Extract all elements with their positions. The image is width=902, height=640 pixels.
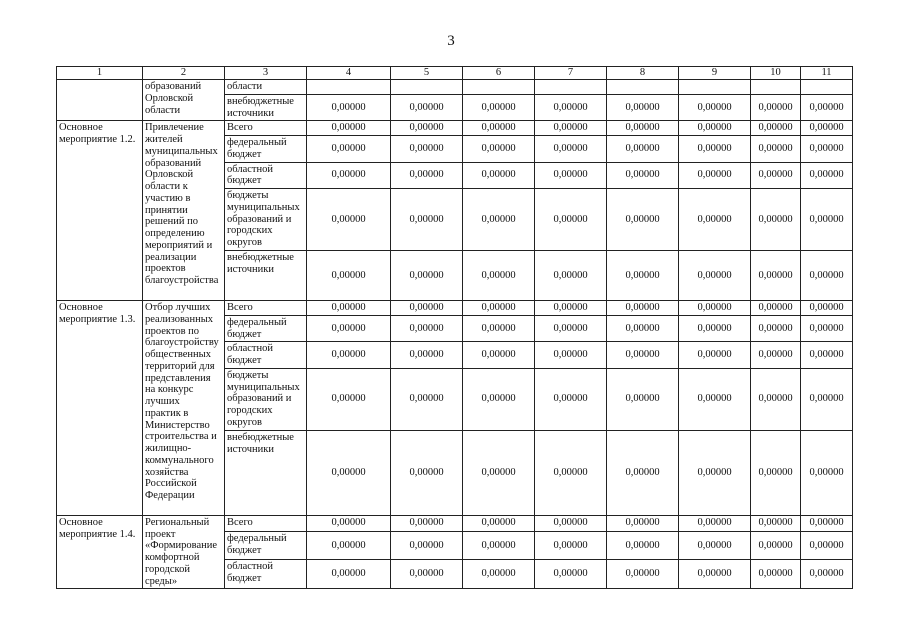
value-cell-col-9: 0,00000	[679, 342, 751, 369]
value-cell-col-10: 0,00000	[751, 121, 801, 136]
value-cell-col-10: 0,00000	[751, 136, 801, 163]
column-number-7: 7	[535, 67, 607, 80]
value-cell-col-6: 0,00000	[463, 368, 535, 430]
funding-source-cell: области	[225, 80, 307, 95]
value-cell-col-5: 0,00000	[391, 162, 463, 189]
value-cell-col-10: 0,00000	[751, 368, 801, 430]
value-cell-col-8: 0,00000	[607, 94, 679, 121]
value-cell-col-7: 0,00000	[535, 315, 607, 342]
funding-source-cell: областной бюджет	[225, 162, 307, 189]
value-cell-col-6: 0,00000	[463, 94, 535, 121]
value-cell-col-6: 0,00000	[463, 121, 535, 136]
funding-source-cell: Всего	[225, 121, 307, 136]
value-cell-col-5: 0,00000	[391, 515, 463, 531]
value-cell-col-6	[463, 80, 535, 95]
value-cell-col-9: 0,00000	[679, 430, 751, 515]
value-cell-col-8: 0,00000	[607, 136, 679, 163]
value-cell-col-4	[307, 80, 391, 95]
value-cell-col-7	[535, 80, 607, 95]
value-cell-col-5	[391, 80, 463, 95]
value-cell-col-4: 0,00000	[307, 315, 391, 342]
value-cell-col-5: 0,00000	[391, 136, 463, 163]
value-cell-col-4: 0,00000	[307, 94, 391, 121]
value-cell-col-11: 0,00000	[801, 189, 853, 251]
value-cell-col-8: 0,00000	[607, 121, 679, 136]
value-cell-col-8: 0,00000	[607, 342, 679, 369]
value-cell-col-5: 0,00000	[391, 531, 463, 560]
value-cell-col-8: 0,00000	[607, 515, 679, 531]
value-cell-col-8: 0,00000	[607, 251, 679, 301]
value-cell-col-10: 0,00000	[751, 315, 801, 342]
value-cell-col-4: 0,00000	[307, 515, 391, 531]
table-row	[57, 301, 853, 316]
funding-source-cell: Всего	[225, 515, 307, 531]
value-cell-col-11: 0,00000	[801, 251, 853, 301]
value-cell-col-8: 0,00000	[607, 189, 679, 251]
budget-table	[56, 66, 853, 589]
value-cell-col-8: 0,00000	[607, 162, 679, 189]
value-cell-col-11: 0,00000	[801, 136, 853, 163]
value-cell-col-10: 0,00000	[751, 189, 801, 251]
value-cell-col-5: 0,00000	[391, 94, 463, 121]
table-row	[57, 80, 853, 95]
value-cell-col-9: 0,00000	[679, 315, 751, 342]
value-cell-col-8: 0,00000	[607, 368, 679, 430]
funding-source-cell: федеральный бюджет	[225, 136, 307, 163]
funding-source-cell: федеральный бюджет	[225, 315, 307, 342]
funding-source-cell: внебюджетные источники	[225, 251, 307, 301]
value-cell-col-4: 0,00000	[307, 531, 391, 560]
value-cell-col-7: 0,00000	[535, 560, 607, 589]
column-number-6: 6	[463, 67, 535, 80]
column-number-8: 8	[607, 67, 679, 80]
value-cell-col-11: 0,00000	[801, 342, 853, 369]
value-cell-col-10: 0,00000	[751, 251, 801, 301]
column-number-2: 2	[143, 67, 225, 80]
event-description-cell: образований Орловской области	[143, 80, 225, 121]
funding-source-cell: областной бюджет	[225, 342, 307, 369]
value-cell-col-11: 0,00000	[801, 162, 853, 189]
funding-source-cell: областной бюджет	[225, 560, 307, 589]
table-row	[57, 515, 853, 531]
value-cell-col-6: 0,00000	[463, 136, 535, 163]
value-cell-col-4: 0,00000	[307, 251, 391, 301]
value-cell-col-6: 0,00000	[463, 560, 535, 589]
value-cell-col-4: 0,00000	[307, 560, 391, 589]
value-cell-col-10	[751, 80, 801, 95]
value-cell-col-5: 0,00000	[391, 251, 463, 301]
value-cell-col-5: 0,00000	[391, 189, 463, 251]
value-cell-col-10: 0,00000	[751, 560, 801, 589]
value-cell-col-5: 0,00000	[391, 368, 463, 430]
table-row	[57, 121, 853, 136]
value-cell-col-6: 0,00000	[463, 189, 535, 251]
value-cell-col-10: 0,00000	[751, 430, 801, 515]
value-cell-col-11: 0,00000	[801, 301, 853, 316]
value-cell-col-10: 0,00000	[751, 301, 801, 316]
funding-source-cell: бюджеты муниципальных образований и городских округов	[225, 368, 307, 430]
column-number-5: 5	[391, 67, 463, 80]
value-cell-col-6: 0,00000	[463, 430, 535, 515]
value-cell-col-4: 0,00000	[307, 368, 391, 430]
value-cell-col-7: 0,00000	[535, 94, 607, 121]
funding-source-cell: бюджеты муниципальных образований и городских округов	[225, 189, 307, 251]
value-cell-col-7: 0,00000	[535, 515, 607, 531]
value-cell-col-6: 0,00000	[463, 162, 535, 189]
value-cell-col-7: 0,00000	[535, 531, 607, 560]
value-cell-col-8	[607, 80, 679, 95]
value-cell-col-11: 0,00000	[801, 531, 853, 560]
value-cell-col-5: 0,00000	[391, 560, 463, 589]
value-cell-col-7: 0,00000	[535, 121, 607, 136]
value-cell-col-5: 0,00000	[391, 315, 463, 342]
value-cell-col-6: 0,00000	[463, 342, 535, 369]
value-cell-col-10: 0,00000	[751, 531, 801, 560]
funding-source-cell: внебюджетные источники	[225, 430, 307, 515]
column-number-3: 3	[225, 67, 307, 80]
value-cell-col-6: 0,00000	[463, 315, 535, 342]
value-cell-col-7: 0,00000	[535, 368, 607, 430]
value-cell-col-9: 0,00000	[679, 368, 751, 430]
value-cell-col-4: 0,00000	[307, 430, 391, 515]
value-cell-col-9: 0,00000	[679, 94, 751, 121]
value-cell-col-4: 0,00000	[307, 189, 391, 251]
value-cell-col-9: 0,00000	[679, 121, 751, 136]
value-cell-col-11: 0,00000	[801, 315, 853, 342]
value-cell-col-4: 0,00000	[307, 136, 391, 163]
value-cell-col-9	[679, 80, 751, 95]
value-cell-col-9: 0,00000	[679, 515, 751, 531]
column-number-4: 4	[307, 67, 391, 80]
value-cell-col-11: 0,00000	[801, 121, 853, 136]
value-cell-col-7: 0,00000	[535, 342, 607, 369]
value-cell-col-8: 0,00000	[607, 430, 679, 515]
value-cell-col-7: 0,00000	[535, 301, 607, 316]
value-cell-col-7: 0,00000	[535, 136, 607, 163]
value-cell-col-4: 0,00000	[307, 121, 391, 136]
column-number-10: 10	[751, 67, 801, 80]
value-cell-col-10: 0,00000	[751, 162, 801, 189]
event-name-cell: Основное мероприятие 1.2.	[57, 121, 143, 301]
value-cell-col-7: 0,00000	[535, 430, 607, 515]
value-cell-col-9: 0,00000	[679, 560, 751, 589]
value-cell-col-11: 0,00000	[801, 430, 853, 515]
table-header-row	[57, 67, 853, 80]
event-name-cell: Основное мероприятие 1.3.	[57, 301, 143, 516]
value-cell-col-8: 0,00000	[607, 301, 679, 316]
value-cell-col-8: 0,00000	[607, 531, 679, 560]
page-number: 3	[447, 33, 455, 49]
value-cell-col-6: 0,00000	[463, 301, 535, 316]
value-cell-col-5: 0,00000	[391, 301, 463, 316]
value-cell-col-11: 0,00000	[801, 560, 853, 589]
funding-source-cell: внебюджетные источники	[225, 94, 307, 121]
value-cell-col-4: 0,00000	[307, 162, 391, 189]
funding-source-cell: федеральный бюджет	[225, 531, 307, 560]
event-description-cell: Региональный проект «Формирование комфортной городской среды»	[143, 515, 225, 589]
value-cell-col-6: 0,00000	[463, 515, 535, 531]
value-cell-col-5: 0,00000	[391, 342, 463, 369]
event-description-cell: Привлечение жителей муниципальных образований Орловской области к участию в принятии решений по определению мероприятий и реализации проектов благоустройства	[143, 121, 225, 301]
value-cell-col-7: 0,00000	[535, 251, 607, 301]
value-cell-col-11: 0,00000	[801, 368, 853, 430]
column-number-9: 9	[679, 67, 751, 80]
value-cell-col-11	[801, 80, 853, 95]
value-cell-col-11: 0,00000	[801, 515, 853, 531]
value-cell-col-9: 0,00000	[679, 251, 751, 301]
value-cell-col-10: 0,00000	[751, 342, 801, 369]
event-name-cell	[57, 80, 143, 121]
value-cell-col-6: 0,00000	[463, 251, 535, 301]
value-cell-col-9: 0,00000	[679, 301, 751, 316]
value-cell-col-5: 0,00000	[391, 121, 463, 136]
value-cell-col-7: 0,00000	[535, 189, 607, 251]
value-cell-col-11: 0,00000	[801, 94, 853, 121]
value-cell-col-7: 0,00000	[535, 162, 607, 189]
value-cell-col-5: 0,00000	[391, 430, 463, 515]
value-cell-col-10: 0,00000	[751, 515, 801, 531]
funding-source-cell: Всего	[225, 301, 307, 316]
column-number-1: 1	[57, 67, 143, 80]
value-cell-col-8: 0,00000	[607, 315, 679, 342]
value-cell-col-8: 0,00000	[607, 560, 679, 589]
event-name-cell: Основное мероприятие 1.4.	[57, 515, 143, 589]
value-cell-col-9: 0,00000	[679, 136, 751, 163]
column-number-11: 11	[801, 67, 853, 80]
value-cell-col-6: 0,00000	[463, 531, 535, 560]
value-cell-col-4: 0,00000	[307, 301, 391, 316]
value-cell-col-9: 0,00000	[679, 531, 751, 560]
value-cell-col-9: 0,00000	[679, 189, 751, 251]
value-cell-col-10: 0,00000	[751, 94, 801, 121]
value-cell-col-9: 0,00000	[679, 162, 751, 189]
event-description-cell: Отбор лучших реализованных проектов по благоустройству общественных территорий для представления на конкурс лучших практик в Министерство строительства и жилищно- коммунального хозяйства Российской Федерации	[143, 301, 225, 516]
value-cell-col-4: 0,00000	[307, 342, 391, 369]
